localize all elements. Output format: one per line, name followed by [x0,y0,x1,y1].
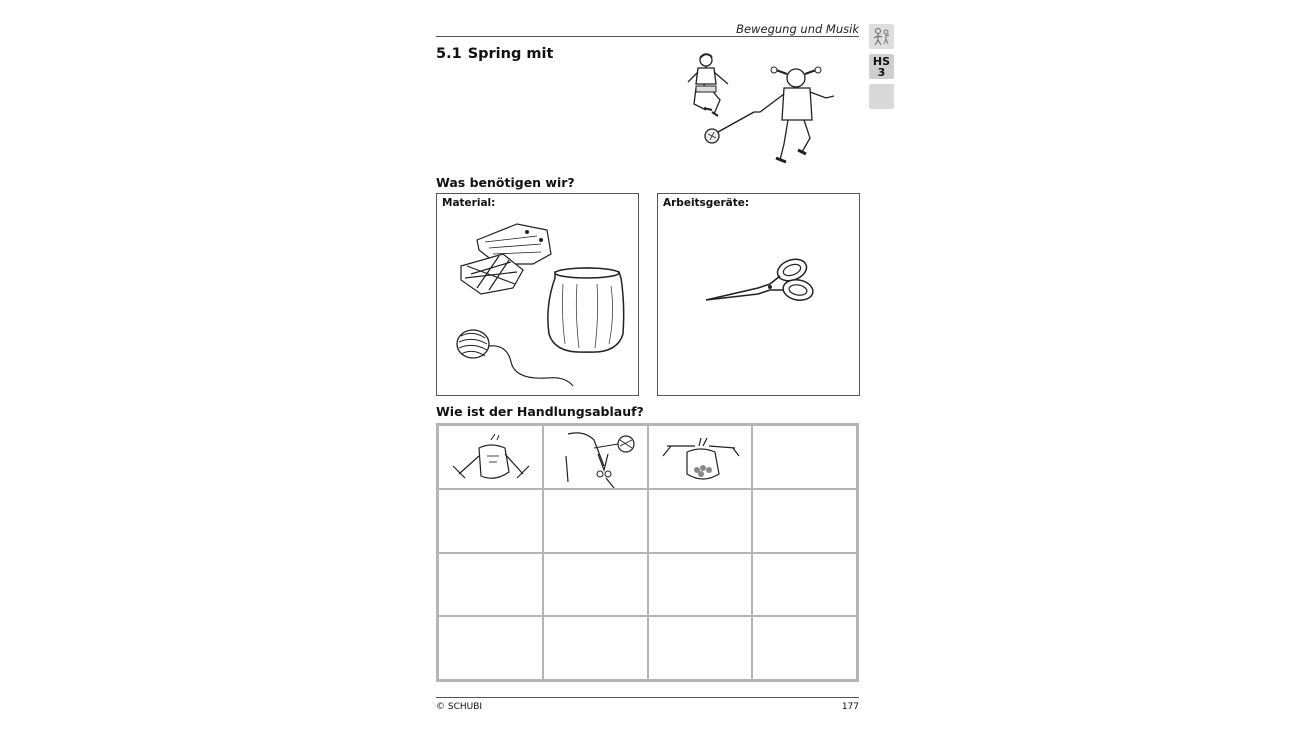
step-cell-2 [543,425,648,489]
step-cell-16 [752,616,857,680]
children-icon [869,24,894,49]
side-tab-icon[interactable] [869,24,894,49]
step-cell-3 [648,425,753,489]
side-tab-blank[interactable] [869,84,894,109]
header-divider [436,36,859,37]
step-cell-9 [438,553,543,617]
step-3-illustration [649,426,753,489]
footer-divider [436,697,859,698]
step-cell-12 [752,553,857,617]
title-text: Spring mit [467,46,554,62]
step-cell-8 [752,489,857,553]
section-number: 5.1 [436,46,462,62]
procedure-grid [436,423,859,682]
scissors-icon [658,194,859,395]
step-2-illustration [544,426,648,489]
step-cell-1 [438,425,543,489]
side-tab-label: HS 3 [872,55,891,79]
section-header: Bewegung und Musik [736,22,859,36]
step-cell-5 [438,489,543,553]
tools-label: Arbeitsgeräte: [663,197,750,209]
step-cell-11 [648,553,753,617]
copyright: © SCHUBI [436,702,483,712]
side-tab-hs3[interactable] [869,54,894,79]
material-illustration [437,194,638,395]
step-cell-4 [752,425,857,489]
page-number: 177 [841,702,859,712]
step-cell-10 [543,553,648,617]
step-cell-13 [438,616,543,680]
jumping-children-illustration [676,48,846,168]
step-1-illustration [439,426,543,489]
step-cell-6 [543,489,648,553]
material-box [436,193,639,396]
step-cell-7 [648,489,753,553]
page-title [436,46,553,62]
tools-box [657,193,860,396]
material-label: Material: [442,197,496,209]
step-cell-15 [648,616,753,680]
materials-heading: Was benötigen wir? [436,175,575,190]
procedure-heading: Wie ist der Handlungsablauf? [436,404,644,419]
step-cell-14 [543,616,648,680]
